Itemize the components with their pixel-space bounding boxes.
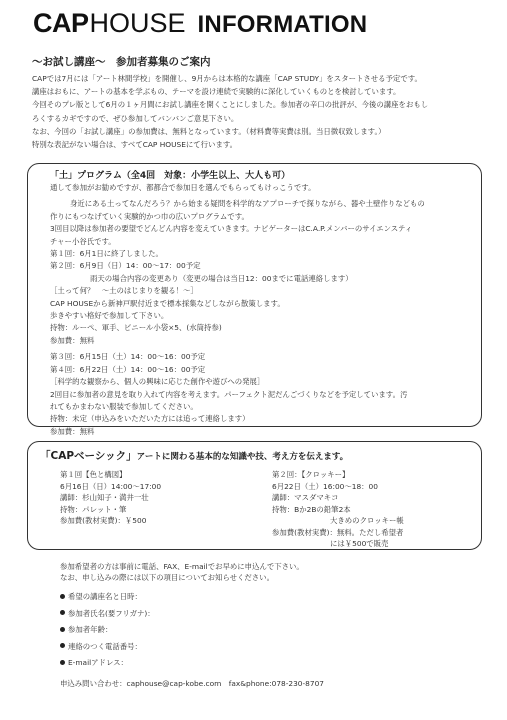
session-2-line: には￥500で販売 (330, 539, 389, 548)
program-basic-sessions (60, 469, 480, 554)
program-soil-line: 第４回：6月22日（土）14：00〜16：00予定 (50, 364, 206, 374)
program-soil-line: 参加費：無料 (50, 335, 95, 345)
application-info (60, 561, 480, 690)
intro-line: 今回そのプレ版として6月の１ヶ月間にお試し講座を開くことにしました。参加者の辛口の批評が、今後の講座をおもし (32, 100, 429, 110)
program-basic-title (40, 449, 470, 464)
program-soil-line: チャー小谷氏です。 (50, 236, 116, 246)
program-soil-line: 雨天の場合内容の変更あり（変更の場合は当日12：00までに電話連絡します） (90, 273, 353, 283)
application-line: 参加希望者の方は事前に電話、FAX、E-mailでお早めに申込んで下さい。 (60, 562, 304, 571)
list-item (60, 622, 480, 639)
page-title (33, 8, 483, 44)
intro-text (32, 72, 482, 151)
program-soil-line: 作りにもつなげていく実験的かつ巾の広いプログラムです。 (50, 211, 249, 221)
program-basic-desc: アートに関わる基本的な知識や技、考え方を伝えます。 (136, 452, 349, 462)
list-item-label: 参加者年齢： (68, 625, 113, 634)
intro-line: 特別な表記がない場合は、すべてCAP HOUSEにて行います。 (32, 140, 238, 150)
session-1 (60, 469, 260, 527)
program-soil-line: 身近にある土ってなんだろう？から始まる疑問を科学的なアプローチで探りながら、器や土壁作りなどもの (70, 199, 425, 209)
list-item-label: 参加者氏名(要フリガナ)： (68, 608, 155, 618)
list-item (60, 589, 480, 606)
title-information: INFORMATION (197, 11, 368, 38)
program-soil-line: ［土って何？ 〜土のはじまりを観る！〜］ (50, 286, 198, 296)
program-soil-line: 歩きやすい格好で参加して下さい。 (50, 311, 169, 321)
intro-line: 講座はおもに、アートの基本を学ぶもの、テーマを設け連続で実験的に深化していくものとを検討しています。 (32, 87, 401, 97)
list-item (60, 606, 480, 623)
list-item-label: 連絡のつく電話番号： (68, 641, 142, 651)
contact-line: 申込み問い合わせ：caphouse@cap-kobe.com fax&phone:078-230-8707 (60, 678, 324, 688)
session-2-line: 参加費(教材実費)：無料。ただし希望者 (272, 527, 404, 537)
session-2-line: 持物：Bか2Bの鉛筆2本 (272, 504, 351, 514)
list-item (60, 655, 480, 672)
program-soil (50, 170, 480, 438)
list-item-label: 希望の講座名と日時： (68, 592, 142, 601)
list-item (60, 639, 480, 656)
program-soil-line: 第１回：6月1日に終了しました。 (50, 249, 163, 259)
session-1-line: 第１回【色と構図】 (60, 470, 127, 479)
title-cap: CAP (33, 8, 89, 38)
program-soil-line: れてもかまわない服装で参加してください。 (50, 401, 198, 411)
program-basic-name: 「CAPベーシック」 (40, 450, 137, 462)
session-1-line: 6月16日（日）14:00〜17:00 (60, 481, 162, 491)
session-2-line: 6月22日（土）16:00〜18：00 (272, 481, 378, 491)
program-soil-line: 3回目以降は参加者の要望でどんどん内容を変えていきます。ナビゲーターはC.A.P.メンバーのサイエンスティ (50, 224, 413, 234)
bullet-icon (60, 627, 65, 632)
program-soil-line: 持物：ルーペ、軍手、ビニール小袋×5、(水筒持参) (50, 323, 222, 333)
program-soil-line: 第３回：6月15日（土）14：00〜16：00予定 (50, 352, 206, 362)
bullet-icon (60, 610, 65, 615)
program-soil-line: 第２回：6月9日（日）14：00〜17：00予定 (50, 261, 201, 271)
session-2-line: 講師：マスダマキコ (272, 493, 339, 502)
application-line: なお、申し込みの際には以下の項目についてお知らせください。 (60, 573, 274, 582)
session-1-line: 持物：パレット・筆 (60, 504, 127, 514)
intro-line: ろくするカギですので、ぜひ参加してバンバンご意見下さい。 (32, 113, 239, 123)
program-soil-line: 持物：未定（申込みをいただいた方には追って連絡します） (50, 414, 250, 424)
session-1-line: 参加費(教材実費)：￥500 (60, 516, 147, 525)
title-house: HOUSE (89, 8, 186, 38)
session-2-line: 第２回：【クロッキー】 (272, 470, 350, 479)
bullet-icon (60, 643, 65, 648)
program-soil-title: 「土」プログラム（全4回 対象：小学生以上、大人も可） (50, 171, 291, 181)
program-soil-line: 2回目に参加者の意見を取り入れて内容を考えます。パーフェクト泥だんごづくりなどを予定しています。汚 (50, 389, 408, 399)
list-item-label: E-mailアドレス： (68, 658, 128, 667)
intro-line: CAPでは7月には「アート林間学校」を開催し、9月からは本格的な講座「CAP STUDY」をスタートさせる予定です。 (32, 74, 422, 83)
intro-line: なお、今回の「お試し講座」の参加費は、無料となっています。（材料費等実費は別。当日徴収致します。） (32, 126, 386, 136)
program-soil-line: CAP HOUSEから新神戸駅付近まで標本採集などしながら散策します。 (50, 298, 285, 308)
session-2 (272, 469, 472, 550)
program-soil-line: 通して参加がお勧めですが、都都合で参加日を選んでもらってもけっこうです。 (50, 183, 316, 192)
bullet-icon (60, 594, 65, 599)
session-2-line: 大きめのクロッキー帳 (330, 516, 404, 525)
program-soil-line: 参加費：無料 (50, 426, 95, 436)
program-basic (40, 449, 470, 548)
session-1-line: 講師：杉山知子・満井一壮 (60, 493, 149, 502)
program-soil-line: ［科学的な観察から、個人の興味に応じた創作や遊びへの発展］ (50, 377, 265, 387)
subtitle: 〜お試し講座〜 参加者募集のご案内 (32, 56, 211, 68)
bullet-icon (60, 660, 65, 665)
